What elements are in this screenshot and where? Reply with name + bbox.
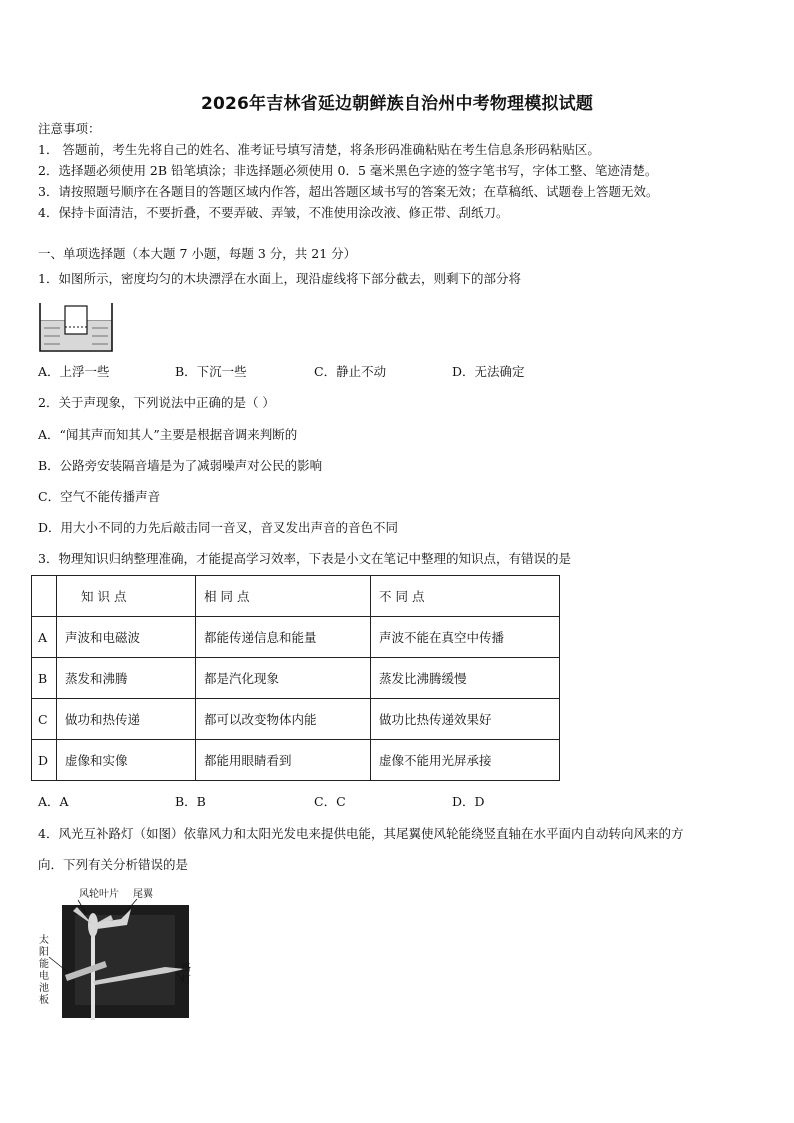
table-cell: 声波和电磁波 — [57, 617, 196, 658]
option-2c: C．空气不能传播声音 — [38, 489, 161, 504]
wind-solar-streetlight-figure — [35, 885, 195, 1020]
option-2a: A．“闻其声而知其人”主要是根据音调来判断的 — [38, 427, 298, 442]
table-cell: 都是汽化现象 — [196, 658, 371, 699]
label-panel-char: 阳 — [39, 947, 49, 958]
option-3b: B．B — [175, 794, 206, 809]
option-3d: D．D — [452, 794, 485, 809]
table-header-cell: 不 同 点 — [371, 576, 560, 617]
page-title: 2026年吉林省延边朝鲜族自治州中考物理模拟试题 — [200, 94, 594, 114]
table-cell: 声波不能在真空中传播 — [371, 617, 560, 658]
option-1a: A．上浮一些 — [38, 364, 110, 379]
option-1c: C．静止不动 — [314, 364, 387, 379]
option-3c: C．C — [314, 794, 346, 809]
label-lamp-char: 路 — [181, 963, 191, 974]
label-panel-char: 太 — [39, 935, 49, 946]
label-panel-char: 电 — [39, 971, 49, 982]
table-header-cell: 相 同 点 — [196, 576, 371, 617]
table-cell: 做功和热传递 — [57, 699, 196, 740]
label-tail: 尾翼 — [133, 889, 153, 900]
knowledge-table — [31, 575, 560, 781]
option-1d: D．无法确定 — [452, 364, 525, 379]
notice-item: 3．请按照题号顺序在各题目的答题区域内作答，超出答题区域书写的答案无效；在草稿纸、试题卷上答题无效。 — [38, 184, 659, 199]
question-2-stem: 2．关于声现象，下列说法中正确的是（ ） — [38, 395, 275, 410]
label-panel-char: 板 — [39, 995, 49, 1006]
table-cell: 蒸发比沸腾缓慢 — [371, 658, 560, 699]
notice-heading: 注意事项： — [38, 121, 101, 136]
table-cell: 虚像和实像 — [57, 740, 196, 781]
question-3-stem: 3．物理知识归纳整理准确，才能提高学习效率，下表是小文在笔记中整理的知识点，有错误的是 — [38, 551, 571, 566]
table-row — [32, 617, 560, 658]
table-cell: 蒸发和沸腾 — [57, 658, 196, 699]
option-1b: B．下沉一些 — [175, 364, 247, 379]
table-cell: 都能传递信息和能量 — [196, 617, 371, 658]
option-2b: B．公路旁安装隔音墙是为了减弱噪声对公民的影响 — [38, 458, 323, 473]
option-2d: D．用大小不同的力先后敲击同一音叉，音叉发出声音的音色不同 — [38, 520, 399, 535]
table-cell: A — [32, 617, 57, 658]
option-3a: A．A — [38, 794, 69, 809]
notice-item: 1． 答题前，考生先将自己的姓名、准考证号填写清楚，将条形码准确粘贴在考生信息条形码粘贴区。 — [38, 142, 600, 157]
question-1-stem: 1．如图所示，密度均匀的木块漂浮在水面上，现沿虚线将下部分截去，则剩下的部分将 — [38, 271, 521, 286]
table-row — [32, 740, 560, 781]
question-4-stem: 4．风光互补路灯（如图）依靠风力和太阳光发电来提供电能，其尾翼使风轮能绕竖直轴在水平面内自动转向风来的方 — [38, 826, 684, 841]
table-cell: C — [32, 699, 57, 740]
label-panel-char: 能 — [39, 959, 49, 970]
label-lamp-char: 灯 — [181, 975, 191, 986]
table-header-cell — [32, 576, 57, 617]
section-heading: 一、单项选择题（本大题 7 小题，每题 3 分，共 21 分） — [38, 246, 357, 261]
notice-item: 2．选择题必须使用 2B 铅笔填涂；非选择题必须使用 0．5 毫米黑色字迹的签字笔书写，字体工整、笔迹清楚。 — [38, 163, 658, 178]
label-blade: 风轮叶片 — [79, 889, 119, 900]
notice-item: 4．保持卡面清洁，不要折叠，不要弄破、弄皱，不准使用涂改液、修正带、刮纸刀。 — [38, 205, 509, 220]
table-cell: 都可以改变物体内能 — [196, 699, 371, 740]
question-4-stem-continued: 向．下列有关分析错误的是 — [38, 857, 189, 872]
table-row — [32, 699, 560, 740]
table-cell: 虚像不能用光屏承接 — [371, 740, 560, 781]
table-row — [32, 658, 560, 699]
table-cell: 做功比热传递效果好 — [371, 699, 560, 740]
table-cell: D — [32, 740, 57, 781]
table-header-row — [32, 576, 560, 617]
table-header-cell: 知 识 点 — [57, 576, 196, 617]
table-cell: 都能用眼睛看到 — [196, 740, 371, 781]
label-panel-char: 池 — [39, 983, 49, 994]
table-cell: B — [32, 658, 57, 699]
floating-block-figure — [38, 303, 114, 353]
